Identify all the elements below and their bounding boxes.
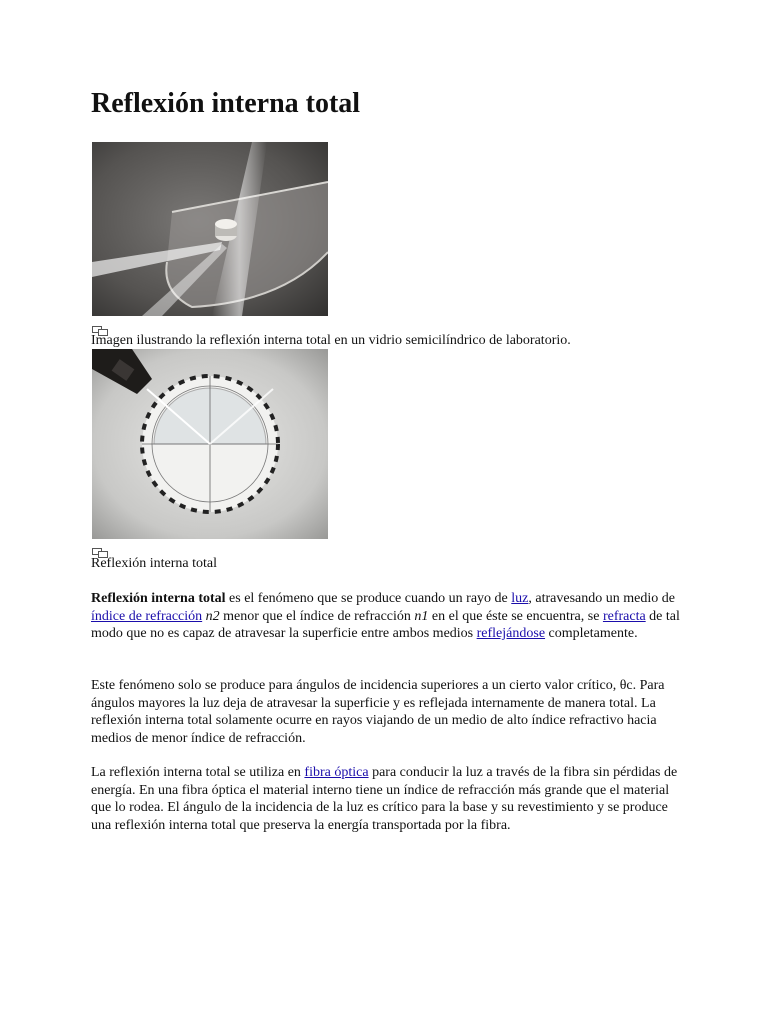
link-reflejandose[interactable]: reflejándose: [476, 626, 546, 641]
intro-paragraph: [91, 590, 691, 643]
italic-n2: n2: [205, 608, 220, 624]
page-title: Reflexión interna total: [91, 88, 361, 119]
text-span: , atravesando un medio de: [528, 591, 675, 606]
figure-caption: Reflexión interna total: [91, 556, 217, 571]
enlarge-icon[interactable]: [92, 545, 108, 555]
link-indice-refraccion[interactable]: índice de refracción: [91, 608, 203, 624]
text-span: para conducir la luz a través de la fibra sin pérdidas de energía. En una fibra óptica el material interno tiene un índice de refracción más grande que el material que lo rodea. El ángulo de la incidencia de la luz es crítico para la base y su revestimiento y se produce una reflexión interna total que preserva la energía transportada por la fibra.: [91, 765, 678, 833]
critical-angle-paragraph: Este fenómeno solo se produce para ángulos de incidencia superiores a un cierto valor crítico, θc. Para ángulos mayores la luz deja de atravesar la superficie y es reflejada internamente de manera total. La reflexión interna total solamente ocurre en rayos viajando de un medio de alto índice refractivo hacia medios de menor índice de refracción.: [91, 678, 665, 746]
bold-term: Reflexión interna total: [91, 591, 226, 606]
text-span: completamente.: [545, 626, 638, 641]
text-span: menor que el índice de refracción: [219, 608, 415, 624]
link-fibra-optica[interactable]: fibra óptica: [304, 765, 369, 780]
text-span: es el fenómeno que se produce cuando un rayo de: [225, 591, 512, 606]
fiber-optic-paragraph: [91, 764, 691, 834]
text-span: en el que éste se encuentra, se: [428, 608, 603, 624]
protractor-reflection-photo: [92, 349, 328, 539]
italic-n1: n1: [414, 608, 429, 624]
enlarge-icon[interactable]: [92, 323, 108, 333]
text-span: de tal modo que no es capaz de atravesar la superficie entre ambos medios: [91, 608, 680, 641]
semicylinder-glass-photo: [92, 142, 328, 316]
text-span: La reflexión interna total se utiliza en: [91, 765, 305, 780]
figure-caption: Imagen ilustrando la reflexión interna total en un vidrio semicilíndrico de laboratorio.: [91, 333, 571, 348]
link-refracta[interactable]: refracta: [602, 608, 646, 624]
link-luz[interactable]: luz: [511, 591, 529, 606]
